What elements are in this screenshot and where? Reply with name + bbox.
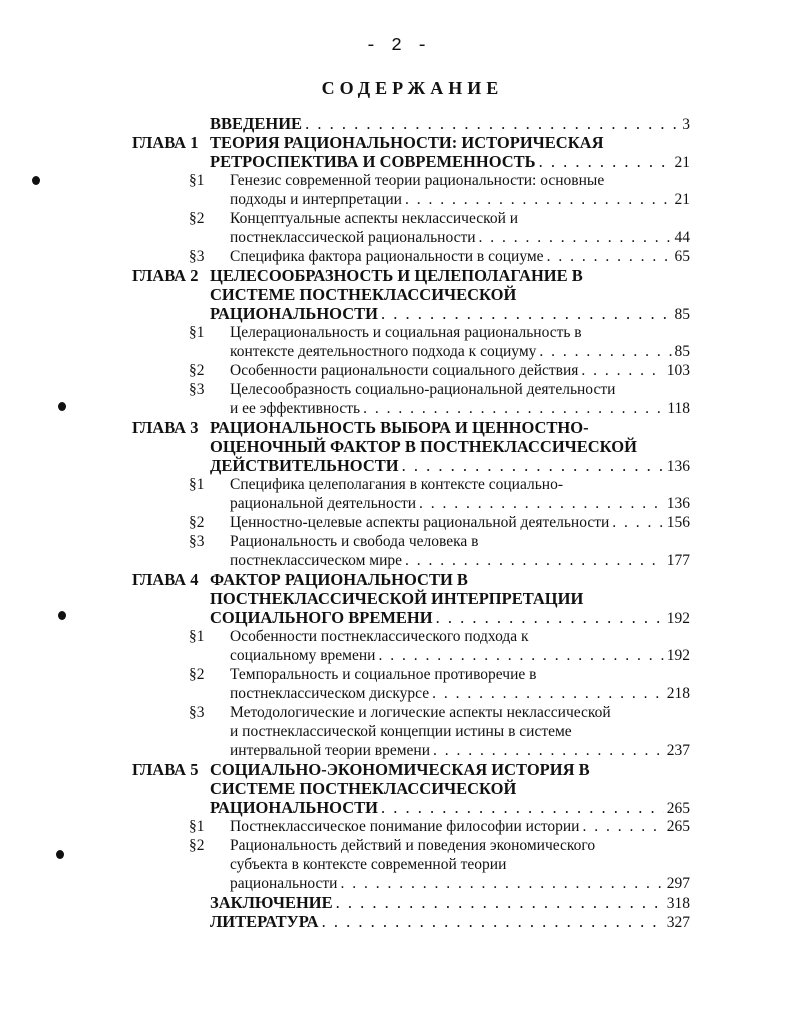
dot-leader <box>340 874 663 894</box>
section-1-2-text: постнеклассической рациональности <box>230 229 476 246</box>
section-number: §3 <box>189 533 205 550</box>
chapter-2-title-line: СИСТЕМЕ ПОСТНЕКЛАССИЧЕСКОЙ <box>210 285 517 304</box>
section-3-1-line: Специфика целеполагания в контексте социально- <box>230 476 564 493</box>
dot-leader <box>612 513 663 533</box>
dot-leader <box>405 551 664 571</box>
section-4-1-line: Особенности постнеклассического подхода к <box>230 628 529 645</box>
dot-leader <box>582 817 663 837</box>
chapter-5-title-line: СОЦИАЛЬНО-ЭКОНОМИЧЕСКАЯ ИСТОРИЯ В <box>210 760 590 779</box>
dot-leader <box>305 114 679 134</box>
page-number: - 2 - <box>365 36 430 56</box>
dot-leader <box>539 342 671 362</box>
section-3-2-text: Ценностно-целевые аспекты рациональной деятельности <box>230 514 610 531</box>
chapter-5-title-page: 265 <box>666 800 690 817</box>
chapter-2-title-text: РАЦИОНАЛЬНОСТИ <box>210 304 378 323</box>
binding-hole-mark <box>58 402 66 411</box>
section-2-1-leader-line <box>230 342 690 362</box>
section-number: §2 <box>189 666 205 683</box>
binding-hole-mark <box>58 611 66 620</box>
section-number: §1 <box>189 324 205 341</box>
dot-leader <box>479 228 672 248</box>
section-number: §3 <box>189 381 205 398</box>
chapter-2-title-page: 85 <box>674 306 690 323</box>
dot-leader <box>378 646 663 666</box>
section-1-2-line: Концептуальные аспекты неклассической и <box>230 210 519 227</box>
chapter-3-title-line: РАЦИОНАЛЬНОСТЬ ВЫБОРА И ЦЕННОСТНО- <box>210 418 589 437</box>
section-2-2-leader-line <box>230 361 690 381</box>
section-3-3-leader-line <box>230 551 690 571</box>
dot-leader <box>436 608 664 628</box>
section-5-2-leader-line <box>230 874 690 894</box>
chapter-label: ГЛАВА 4 <box>132 570 199 589</box>
section-number: §1 <box>189 476 205 493</box>
section-2-3-line: Целесообразность социально-рациональной деятельности <box>230 381 616 398</box>
section-2-1-line: Целерациональность и социальная рациональность в <box>230 324 582 341</box>
section-2-1-page: 85 <box>674 343 690 360</box>
section-1-1-page: 21 <box>674 191 690 208</box>
section-2-3-page: 118 <box>667 400 690 417</box>
chapter-label: ГЛАВА 3 <box>132 418 199 437</box>
dot-leader <box>419 494 664 514</box>
section-1-3-text: Специфика фактора рациональности в социуме <box>230 248 544 265</box>
chapter-3-title-page: 136 <box>666 458 690 475</box>
section-4-3-line: и постнеклассической концепции истины в системе <box>230 723 572 740</box>
dot-leader <box>363 399 664 419</box>
section-number: §1 <box>189 628 205 645</box>
literature-page: 327 <box>666 914 690 931</box>
section-2-3-text: и ее эффективность <box>230 400 361 417</box>
section-1-1-leader-line <box>230 190 690 210</box>
conclusion-text: ЗАКЛЮЧЕНИЕ <box>210 893 333 912</box>
literature-leader-line <box>210 912 690 932</box>
chapter-4-title-line: ПОСТНЕКЛАССИЧЕСКОЙ ИНТЕРПРЕТАЦИИ <box>210 589 584 608</box>
dot-leader <box>432 684 664 704</box>
section-4-2-line: Темпоральность и социальное противоречие в <box>230 666 537 683</box>
section-4-3-text: интервальной теории времени <box>230 742 430 759</box>
chapter-label: ГЛАВА 1 <box>132 133 199 152</box>
dot-leader <box>539 152 672 172</box>
chapter-3-title-line: ОЦЕНОЧНЫЙ ФАКТОР В ПОСТНЕКЛАССИЧЕСКОЙ <box>210 437 637 456</box>
section-4-2-text: постнеклассическом дискурсе <box>230 685 430 702</box>
chapter-1-title-line: ТЕОРИЯ РАЦИОНАЛЬНОСТИ: ИСТОРИЧЕСКАЯ <box>210 133 604 152</box>
section-number: §2 <box>189 362 205 379</box>
section-number: §1 <box>189 172 205 189</box>
section-4-1-leader-line <box>230 646 690 666</box>
section-4-1-text: социальному времени <box>230 647 376 664</box>
dot-leader <box>405 190 672 210</box>
section-5-2-line: Рациональность действий и поведения экономического <box>230 837 596 854</box>
chapter-label: ГЛАВА 2 <box>132 266 199 285</box>
section-5-2-line: субъекта в контексте современной теории <box>230 856 507 873</box>
section-3-2-page: 156 <box>666 514 690 531</box>
chapter-5-title-text: РАЦИОНАЛЬНОСТИ <box>210 798 378 817</box>
chapter-3-title-text: ДЕЙСТВИТЕЛЬНОСТИ <box>210 456 399 475</box>
chapter-2-title-line: ЦЕЛЕСООБРАЗНОСТЬ И ЦЕЛЕПОЛАГАНИЕ В <box>210 266 583 285</box>
section-1-3-leader-line <box>230 247 690 267</box>
section-5-2-page: 297 <box>666 875 690 892</box>
chapter-1-title-text: РЕТРОСПЕКТИВА И СОВРЕМЕННОСТЬ <box>210 152 536 171</box>
section-number: §2 <box>189 837 205 854</box>
chapter-label: ГЛАВА 5 <box>132 760 199 779</box>
chapter-3-title-leader-line <box>210 456 690 476</box>
section-3-1-leader-line <box>230 494 690 514</box>
chapter-2-title-leader-line <box>210 304 690 324</box>
section-number: §3 <box>189 248 205 265</box>
chapter-4-title-leader-line <box>210 608 690 628</box>
dot-leader <box>381 798 664 818</box>
section-2-2-text: Особенности рациональности социального действия <box>230 362 579 379</box>
dot-leader <box>581 361 663 381</box>
section-3-3-text: постнеклассическом мире <box>230 552 403 569</box>
section-4-1-page: 192 <box>666 647 690 664</box>
section-1-1-line: Генезис современной теории рациональности: основные <box>230 172 605 189</box>
intro-leader-line <box>210 114 690 134</box>
chapter-1-title-page: 21 <box>674 154 690 171</box>
section-number: §2 <box>189 514 205 531</box>
section-3-3-page: 177 <box>666 552 690 569</box>
dot-leader <box>402 456 664 476</box>
dot-leader <box>336 893 664 913</box>
section-4-3-leader-line <box>230 741 690 761</box>
section-3-2-leader-line <box>230 513 690 533</box>
section-2-2-page: 103 <box>666 362 690 379</box>
section-5-1-leader-line <box>230 817 690 837</box>
intro-text: ВВЕДЕНИЕ <box>210 114 303 133</box>
section-3-1-page: 136 <box>666 495 690 512</box>
chapter-4-title-text: СОЦИАЛЬНОГО ВРЕМЕНИ <box>210 608 433 627</box>
chapter-4-title-page: 192 <box>666 610 690 627</box>
conclusion-leader-line <box>210 893 690 913</box>
section-number: §2 <box>189 210 205 227</box>
section-5-1-page: 265 <box>666 818 690 835</box>
chapter-4-title-line: ФАКТОР РАЦИОНАЛЬНОСТИ В <box>210 570 468 589</box>
page-title: СОДЕРЖАНИЕ <box>321 78 504 98</box>
intro-page: 3 <box>682 116 690 133</box>
section-number: §1 <box>189 818 205 835</box>
section-4-2-leader-line <box>230 684 690 704</box>
literature-text: ЛИТЕРАТУРА <box>210 912 319 931</box>
section-4-3-page: 237 <box>666 742 690 759</box>
section-3-3-line: Рациональность и свобода человека в <box>230 533 479 550</box>
section-3-1-text: рациональной деятельности <box>230 495 417 512</box>
chapter-1-title-leader-line <box>210 152 690 172</box>
section-5-1-text: Постнеклассическое понимание философии истории <box>230 818 580 835</box>
chapter-5-title-leader-line <box>210 798 690 818</box>
dot-leader <box>433 741 664 761</box>
dot-leader <box>322 912 664 932</box>
binding-hole-mark <box>56 850 64 859</box>
section-number: §3 <box>189 704 205 721</box>
conclusion-page: 318 <box>666 895 690 912</box>
dot-leader <box>547 247 672 267</box>
section-1-3-page: 65 <box>674 248 690 265</box>
section-1-2-page: 44 <box>674 229 690 246</box>
section-2-1-text: контексте деятельностного подхода к социуму <box>230 343 537 360</box>
section-5-2-text: рациональности <box>230 875 338 892</box>
section-1-2-leader-line <box>230 228 690 248</box>
section-1-1-text: подходы и интерпретации <box>230 191 402 208</box>
section-2-3-leader-line <box>230 399 690 419</box>
section-4-3-line: Методологические и логические аспекты неклассической <box>230 704 611 721</box>
chapter-5-title-line: СИСТЕМЕ ПОСТНЕКЛАССИЧЕСКОЙ <box>210 779 517 798</box>
section-4-2-page: 218 <box>666 685 690 702</box>
dot-leader <box>381 304 672 324</box>
binding-hole-mark <box>32 176 40 185</box>
